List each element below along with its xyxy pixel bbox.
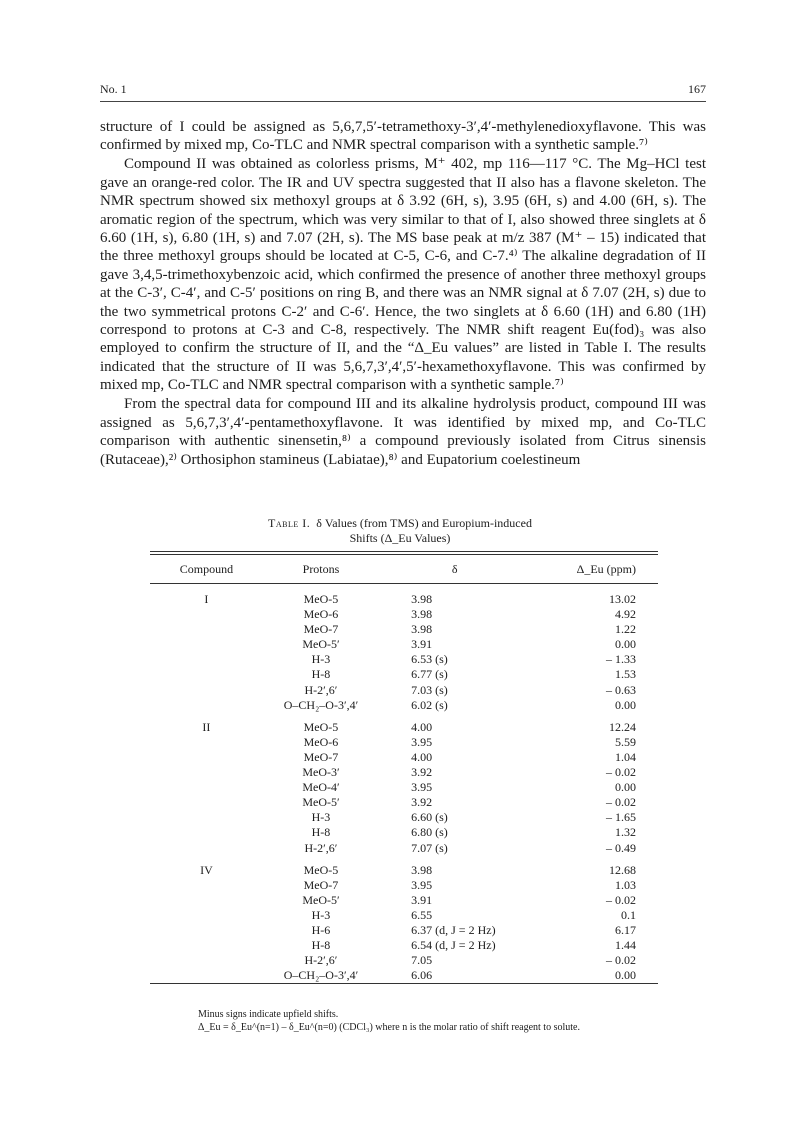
table-row <box>150 652 658 667</box>
table-row <box>150 795 658 810</box>
header-rule-spacer <box>150 584 658 593</box>
delta-cell: 3.92 <box>411 795 433 810</box>
protons-cell: H-2′,6′ <box>304 840 338 855</box>
delta-cell: 3.95 <box>411 877 433 892</box>
delta-cell: 3.91 <box>411 637 433 652</box>
group-gap <box>150 856 658 863</box>
shift-cell: – 1.33 <box>606 652 636 667</box>
shift-cell: – 0.02 <box>606 795 636 810</box>
shift-cell: – 0.63 <box>606 682 636 697</box>
shift-cell: 0.00 <box>615 697 636 712</box>
shift-cell: 1.22 <box>615 622 636 637</box>
delta-cell: 7.07 (s) <box>411 840 448 855</box>
compound-cell <box>150 735 263 750</box>
table-row <box>150 968 658 983</box>
table-row <box>150 923 658 938</box>
table-row <box>150 841 658 856</box>
compound-cell <box>150 667 263 682</box>
paragraph-3: From the spectral data for compound III and its alkaline hydrolysis product, compound III was assigned as 5,6,7,3′,4′-pentamethoxyflavone. It was identified by mixed mp, and Co-TLC comparison with authentic sinensetin,⁸⁾ a compound previously isolated from Citrus sinensis (Rutaceae),²⁾ Orthosiphon stamineus (Labiatae),⁸⁾ and Eupatorium coelestineum <box>100 396 706 468</box>
delta-cell: 3.95 <box>411 780 433 795</box>
table-caption <box>160 516 640 546</box>
table-footnotes <box>198 1008 618 1034</box>
compound-cell <box>150 780 263 795</box>
issue-number: No. 1 <box>100 82 127 96</box>
table-row <box>150 667 658 682</box>
delta-cell: 6.80 (s) <box>411 825 448 840</box>
protons-cell: MeO-6 <box>303 607 339 622</box>
compound-cell <box>150 923 263 938</box>
shift-cell: 1.04 <box>615 749 636 764</box>
protons-cell: MeO-6 <box>303 734 339 749</box>
header-rule <box>100 101 706 102</box>
compound-cell <box>150 765 263 780</box>
shift-cell: – 0.49 <box>606 840 636 855</box>
shift-cell: – 0.02 <box>606 892 636 907</box>
compound-cell <box>150 795 263 810</box>
compound-cell <box>150 841 263 856</box>
compound-cell <box>150 622 263 637</box>
table-row <box>150 698 658 713</box>
compound-cell <box>150 607 263 622</box>
shift-cell: 12.68 <box>609 862 636 877</box>
shift-cell: 12.24 <box>609 719 636 734</box>
protons-cell: MeO-3′ <box>302 765 340 780</box>
shift-cell: 4.92 <box>615 607 636 622</box>
compound-cell <box>150 698 263 713</box>
table-row <box>150 810 658 825</box>
delta-cell: 3.98 <box>411 862 433 877</box>
protons-cell: H-3 <box>311 652 331 667</box>
protons-cell: H-8 <box>311 938 331 953</box>
table-row <box>150 637 658 652</box>
protons-cell: MeO-7 <box>303 877 339 892</box>
column-header-compound: Compound <box>179 562 234 576</box>
delta-cell: 6.77 (s) <box>411 667 448 682</box>
table-body <box>150 584 658 984</box>
delta-cell: 4.00 <box>411 749 433 764</box>
protons-cell: O–CH₂–O-3′,4′ <box>283 968 359 983</box>
table-label: Table I. <box>268 516 311 530</box>
column-header-shift: Δ_Eu (ppm) <box>576 562 636 576</box>
paragraph-2: Compound II was obtained as colorless prisms, M⁺ 402, mp 116—117 °C. The Mg–HCl test gave an orange-red color. The IR and UV spectra suggested that II also has a flavone skeleton. The NMR spectrum showed six methoxyl groups at δ 3.92 (6H, s), 3.95 (6H, s) and 4.00 (6H, s). The aromatic region of the spectrum, which was very similar to that of I, also showed three singlets at δ 6.60 (1H, s), 6.80 (1H, s) and 7.07 (2H, s). The MS base peak at m/z 387 (M⁺ – 15) indicated that the three methoxyl groups should be located at C-5, C-6, and C-7.⁴⁾ The alkaline degradation of II gave 3,4,5-trimethoxybenzoic acid, which confirmed the presence of another three methoxyl groups at the C-3′, C-4′, and C-5′ positions on ring B, and there was an NMR signal at δ 7.07 (2H, s) due to the two symmetrical protons C-2′ and C-6′. Hence, the two singlets at δ 6.60 (1H) and 6.80 (1H) correspond to protons at C-3 and C-8, respectively. The NMR shift reagent Eu(fod)₃ was also employed to confirm the structure of II, and the “Δ_Eu values” are listed in Table I. The results indicated that the structure of II was 5,6,7,3′,4′,5′-hexamethoxyflavone. This was confirmed by mixed mp, Co-TLC and NMR spectral comparison with a synthetic sample.⁷⁾ <box>100 156 706 394</box>
protons-cell: H-8 <box>311 667 331 682</box>
delta-cell: 3.91 <box>411 892 433 907</box>
footnote-2: Δ_Eu = δ_Eu^(n=1) – δ_Eu^(n=0) (CDCl₃) where n is the molar ratio of shift reagent to solute. <box>198 1022 580 1033</box>
table-caption-line-1: δ Values (from TMS) and Europium-induced <box>316 516 532 530</box>
shift-cell: 1.53 <box>615 667 636 682</box>
column-header-delta: δ <box>451 562 458 576</box>
delta-cell: 6.37 (d, J = 2 Hz) <box>411 922 496 937</box>
protons-cell: MeO-5 <box>303 862 339 877</box>
compound-cell <box>150 750 263 765</box>
delta-cell: 3.98 <box>411 622 433 637</box>
table-row <box>150 622 658 637</box>
shift-cell: 0.1 <box>621 907 636 922</box>
table-caption-line-2: Shifts (Δ_Eu Values) <box>349 531 451 545</box>
table-row <box>150 908 658 923</box>
table-row <box>150 720 658 735</box>
table-row <box>150 683 658 698</box>
delta-cell: 6.54 (d, J = 2 Hz) <box>411 938 496 953</box>
table-row <box>150 825 658 840</box>
protons-cell: H-3 <box>311 907 331 922</box>
protons-cell: MeO-7 <box>303 622 339 637</box>
shift-cell: 1.44 <box>615 938 636 953</box>
compound-cell <box>150 893 263 908</box>
table-row <box>150 893 658 908</box>
protons-cell: MeO-4′ <box>302 780 340 795</box>
compound-cell <box>150 938 263 953</box>
table-row <box>150 592 658 607</box>
compound-cell <box>150 652 263 667</box>
table-row <box>150 780 658 795</box>
protons-cell: MeO-5′ <box>302 795 340 810</box>
delta-cell: 6.60 (s) <box>411 810 448 825</box>
compound-cell: I <box>204 592 209 606</box>
protons-cell: MeO-5′ <box>302 892 340 907</box>
compound-cell: IV <box>200 862 213 877</box>
delta-cell: 7.05 <box>411 953 433 968</box>
table-row <box>150 765 658 780</box>
shift-cell: 0.00 <box>615 780 636 795</box>
shift-cell: 6.17 <box>615 922 636 937</box>
delta-cell: 3.98 <box>411 592 433 606</box>
compound-cell <box>150 637 263 652</box>
table-bottom-rule <box>150 983 658 984</box>
compound-cell <box>150 683 263 698</box>
footnote-1: Minus signs indicate upfield shifts. <box>198 1009 339 1020</box>
delta-cell: 3.92 <box>411 765 433 780</box>
table-1 <box>150 551 658 984</box>
delta-cell: 7.03 (s) <box>411 682 448 697</box>
protons-cell: H-3 <box>311 810 331 825</box>
data-table <box>150 555 658 983</box>
compound-cell: II <box>202 719 211 734</box>
compound-cell <box>150 908 263 923</box>
delta-cell: 4.00 <box>411 719 433 734</box>
compound-cell <box>150 810 263 825</box>
shift-cell: 0.00 <box>615 637 636 652</box>
protons-cell: H-2′,6′ <box>304 953 338 968</box>
page-number: 167 <box>688 82 706 96</box>
compound-cell <box>150 878 263 893</box>
table-row <box>150 607 658 622</box>
table-row <box>150 938 658 953</box>
protons-cell: H-8 <box>311 825 331 840</box>
compound-cell <box>150 953 263 968</box>
table-row <box>150 953 658 968</box>
delta-cell: 3.98 <box>411 607 433 622</box>
protons-cell: H-6 <box>311 922 331 937</box>
shift-cell: 1.03 <box>615 877 636 892</box>
delta-cell: 3.95 <box>411 734 433 749</box>
delta-cell: 6.06 <box>411 968 433 983</box>
protons-cell: MeO-5′ <box>302 637 340 652</box>
delta-cell: 6.55 <box>411 907 433 922</box>
paragraph-1: structure of I could be assigned as 5,6,7,5′-tetramethoxy-3′,4′-methylenedioxyflavone. This was confirmed by mixed mp, Co-TLC and NMR spectral comparison with a synthetic sample.⁷⁾ <box>100 119 706 154</box>
delta-cell: 6.02 (s) <box>411 697 448 712</box>
group-gap <box>150 713 658 720</box>
table-row <box>150 735 658 750</box>
table-row <box>150 750 658 765</box>
compound-cell <box>150 825 263 840</box>
delta-cell: 6.53 (s) <box>411 652 448 667</box>
table-row <box>150 863 658 878</box>
shift-cell: – 1.65 <box>606 810 636 825</box>
column-header-protons: Protons <box>302 562 340 576</box>
shift-cell: 5.59 <box>615 734 636 749</box>
table-header-row <box>150 555 658 584</box>
protons-cell: MeO-5 <box>303 719 339 734</box>
protons-cell: MeO-7 <box>303 749 339 764</box>
shift-cell: 13.02 <box>609 592 636 606</box>
shift-cell: – 0.02 <box>606 765 636 780</box>
compound-cell <box>150 968 263 983</box>
protons-cell: H-2′,6′ <box>304 682 338 697</box>
body-text <box>100 118 706 469</box>
shift-cell: – 0.02 <box>606 953 636 968</box>
shift-cell: 0.00 <box>615 968 636 983</box>
table-row <box>150 878 658 893</box>
protons-cell: O–CH₂–O-3′,4′ <box>283 697 359 712</box>
shift-cell: 1.32 <box>615 825 636 840</box>
protons-cell: MeO-5 <box>303 592 339 606</box>
